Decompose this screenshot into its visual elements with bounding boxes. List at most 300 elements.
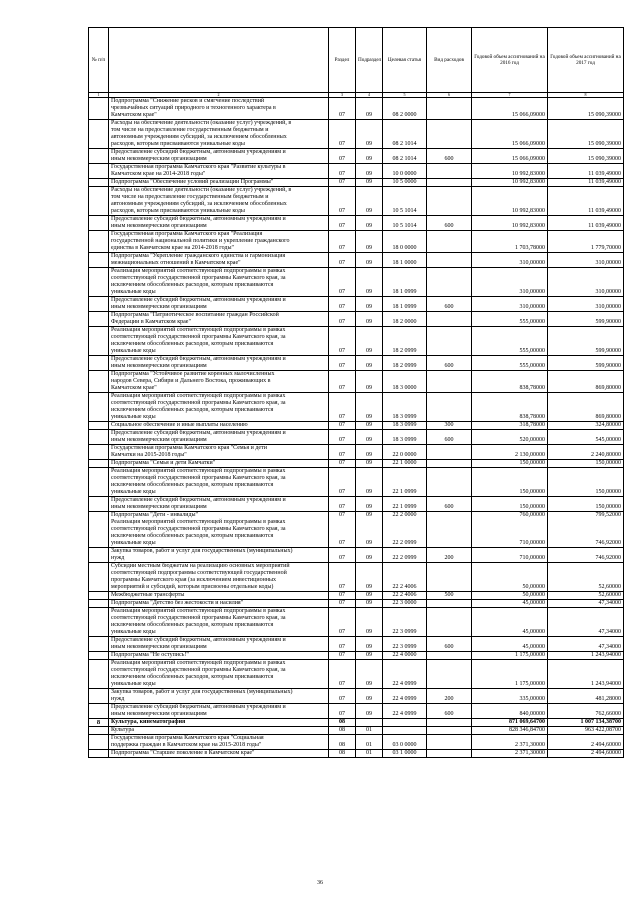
expense-type-cell [427, 652, 472, 660]
row-name-line: уникальные коды [111, 489, 156, 495]
razdel-cell-value: 07 [339, 414, 345, 420]
expense-type-cell [427, 179, 472, 187]
expense-type-cell-value: 600 [444, 304, 454, 310]
amount-2017-cell [548, 468, 624, 497]
table-body [89, 98, 624, 758]
podrazdel-cell [356, 120, 383, 149]
target-article-cell-value: 22 1 0999 [392, 489, 417, 495]
expense-type-cell [427, 592, 472, 600]
podrazdel-cell [356, 179, 383, 187]
razdel-cell-value: 07 [339, 711, 345, 717]
razdel-cell [329, 497, 356, 512]
razdel-cell-value: 07 [339, 363, 345, 369]
target-article-cell-value: 18 1 0000 [392, 260, 417, 266]
amount-2017-cell-value: 15 090,39000 [588, 156, 621, 162]
podrazdel-cell [356, 512, 383, 548]
razdel-cell [329, 430, 356, 445]
expense-type-cell [427, 356, 472, 371]
row-name-line: исключением обособленных расходов, которым присваиваются [111, 407, 274, 413]
razdel-cell [329, 149, 356, 164]
target-article-cell [383, 393, 427, 422]
row-name [109, 430, 329, 445]
row-name-line: соответствующей государственной программы Камчатского края, за [111, 526, 286, 532]
row-name-line: народов Севера, Сибири и Дальнего Востока, проживающих в [111, 378, 271, 384]
target-article-cell [383, 727, 427, 735]
row-name-line: том числе на предоставление государственным бюджетным и [111, 127, 269, 133]
table-row [89, 548, 624, 563]
row-number [89, 735, 109, 750]
expense-type-cell [427, 704, 472, 719]
amount-2017-cell-value: 762,66000 [595, 711, 621, 717]
podrazdel-cell [356, 704, 383, 719]
target-article-cell [383, 637, 427, 652]
razdel-cell [329, 468, 356, 497]
podrazdel-cell-value: 09 [366, 555, 372, 561]
amount-2017-cell [548, 563, 624, 592]
target-article-cell-value: 08 2 1014 [392, 141, 417, 147]
row-name [109, 120, 329, 149]
row-number [89, 187, 109, 216]
amount-2017-cell-value: 481,28000 [595, 696, 621, 702]
expense-type-cell-value: 200 [444, 555, 454, 561]
amount-2016-cell-value: 150,00000 [519, 504, 545, 510]
table-row [89, 600, 624, 608]
table-row [89, 512, 624, 548]
podrazdel-cell-value: 09 [366, 422, 372, 428]
row-name-line: Камчатском крае" [111, 112, 157, 118]
amount-2017-cell-value: 1 779,70000 [591, 245, 621, 251]
target-article-cell [383, 430, 427, 445]
table-row [89, 231, 624, 253]
row-number [89, 548, 109, 563]
header-2016: Годовой объем ассигнований на 2016 год [472, 28, 548, 93]
amount-2016-cell-value: 45,00000 [522, 600, 545, 606]
row-name-line: Предоставление субсидий бюджетным, автономным учреждениям и [111, 704, 286, 710]
column-index: 5 [383, 93, 427, 98]
row-name-line: поддержка граждан в Камчатском крае на 2015-2018 годы" [111, 742, 262, 748]
row-name-line: исключением обособленных расходов, которым присваиваются [111, 674, 274, 680]
podrazdel-cell [356, 268, 383, 297]
amount-2016-cell [472, 312, 548, 327]
razdel-cell [329, 512, 356, 548]
target-article-cell-value: 08 2 1014 [392, 156, 417, 162]
target-article-cell-value: 22 1 0999 [392, 504, 417, 510]
razdel-cell [329, 563, 356, 592]
amount-2016-cell [472, 179, 548, 187]
row-name-line: Закупка товаров, работ и услуг для государственных (муниципальных) [111, 548, 293, 554]
razdel-cell-value: 07 [339, 179, 345, 185]
target-article-cell-value: 22 3 0999 [392, 644, 417, 650]
razdel-cell [329, 216, 356, 231]
razdel-cell-value: 07 [339, 208, 345, 214]
row-name [109, 445, 329, 460]
razdel-cell-value: 07 [339, 112, 345, 118]
razdel-cell-value: 08 [339, 719, 345, 725]
row-name-line: Культура, кинематография [111, 719, 186, 725]
amount-2016-cell-value: 10 992,83000 [512, 223, 545, 229]
target-article-cell-value: 22 2 0000 [392, 512, 417, 518]
row-name-line: Предоставление субсидий бюджетным, автономным учреждениям и [111, 356, 286, 362]
row-name-line: Социальное обеспечение и иные выплаты населению [111, 422, 248, 428]
razdel-cell-value: 07 [339, 681, 345, 687]
table-row [89, 98, 624, 120]
amount-2016-cell-value: 50,00000 [522, 584, 545, 590]
table-row [89, 727, 624, 735]
target-article-cell-value: 18 1 0999 [392, 289, 417, 295]
podrazdel-cell [356, 608, 383, 637]
table-row [89, 149, 624, 164]
target-article-cell-value: 22 2 4006 [392, 584, 417, 590]
target-article-cell [383, 652, 427, 660]
podrazdel-cell-value: 09 [366, 696, 372, 702]
razdel-cell-value: 07 [339, 422, 345, 428]
target-article-cell-value: 08 2 0000 [392, 112, 417, 118]
target-article-cell-value: 22 0 0000 [392, 452, 417, 458]
expense-type-cell-value: 600 [444, 363, 454, 369]
podrazdel-cell-value: 09 [366, 629, 372, 635]
target-article-cell [383, 735, 427, 750]
row-name-line: иным некоммерческим организациям [111, 504, 207, 510]
target-article-cell [383, 422, 427, 430]
podrazdel-cell-value: 09 [366, 304, 372, 310]
row-name [109, 468, 329, 497]
row-name [109, 393, 329, 422]
row-name [109, 497, 329, 512]
amount-2017-cell [548, 719, 624, 727]
expense-type-cell [427, 422, 472, 430]
amount-2016-cell-value: 15 066,09000 [512, 112, 545, 118]
row-name-line: межнациональных отношений в Камчатском крае" [111, 260, 241, 266]
target-article-cell [383, 719, 427, 727]
amount-2016-cell [472, 652, 548, 660]
amount-2017-cell-value: 963 422,08700 [585, 727, 621, 733]
razdel-cell-value: 08 [339, 727, 345, 733]
amount-2016-cell [472, 735, 548, 750]
table-row [89, 422, 624, 430]
row-name-line: иным некоммерческим организациям [111, 304, 207, 310]
budget-table [88, 27, 624, 758]
target-article-cell [383, 468, 427, 497]
podrazdel-cell-value: 01 [366, 727, 372, 733]
row-name-line: исключением обособленных расходов, которым присваиваются [111, 282, 274, 288]
amount-2017-cell-value: 15 090,39000 [588, 112, 621, 118]
row-name-line: уникальные коды [111, 414, 156, 420]
razdel-cell-value: 07 [339, 600, 345, 606]
row-number [89, 312, 109, 327]
razdel-cell [329, 268, 356, 297]
row-name-line: Подпрограмма "Семья и дети Камчатки" [111, 460, 216, 466]
column-index: 7 [472, 93, 548, 98]
amount-2017-cell-value: 150,00000 [595, 504, 621, 510]
razdel-cell-value: 07 [339, 584, 345, 590]
amount-2017-cell-value: 11 039,49000 [588, 208, 621, 214]
amount-2016-cell [472, 460, 548, 468]
row-name-line: Межбюджетные трансферты [111, 592, 185, 598]
row-name-line: соответствующей государственной программы Камчатского края, за [111, 667, 286, 673]
row-name-line: Камчатском крае на 2014-2018 годы" [111, 171, 206, 177]
column-index: 4 [356, 93, 383, 98]
expense-type-cell [427, 512, 472, 548]
row-name [109, 253, 329, 268]
amount-2017-cell [548, 430, 624, 445]
row-name-line: Подпрограмма "Дети - инвалиды" [111, 512, 199, 518]
amount-2016-cell-value: 318,78000 [519, 422, 545, 428]
podrazdel-cell-value: 09 [366, 245, 372, 251]
amount-2017-cell-value: 11 039,49000 [588, 179, 621, 185]
row-name-line: Федерации в Камчатском крае" [111, 319, 191, 325]
podrazdel-cell-value: 09 [366, 512, 372, 518]
razdel-cell-value: 08 [339, 742, 345, 748]
razdel-cell-value: 07 [339, 348, 345, 354]
amount-2017-cell [548, 512, 624, 548]
amount-2016-cell-value: 150,00000 [519, 460, 545, 466]
row-name-line: государственной национальной политики и укрепление гражданского [111, 238, 290, 244]
expense-type-cell [427, 164, 472, 179]
table-row [89, 393, 624, 422]
amount-2017-cell-value: 47,34000 [598, 644, 621, 650]
amount-2016-cell-value: 310,00000 [519, 260, 545, 266]
amount-2016-cell-value: 50,00000 [522, 592, 545, 598]
amount-2016-cell-value: 10 992,83000 [512, 208, 545, 214]
razdel-cell-value: 07 [339, 504, 345, 510]
podrazdel-cell [356, 98, 383, 120]
amount-2016-cell [472, 187, 548, 216]
row-name-line: нужд [111, 555, 125, 561]
target-article-cell-value: 18 1 0999 [392, 304, 417, 310]
razdel-cell-value: 07 [339, 652, 345, 658]
amount-2016-cell-value: 838,78000 [519, 385, 545, 391]
target-article-cell [383, 592, 427, 600]
row-name-line: соответствующей государственной программы Камчатского края, за [111, 334, 286, 340]
table-row [89, 356, 624, 371]
row-name-line: Расходы на обеспечение деятельности (оказание услуг) учреждений, в [111, 120, 292, 126]
table-row [89, 179, 624, 187]
amount-2016-cell-value: 45,00000 [522, 644, 545, 650]
row-number [89, 704, 109, 719]
expense-type-cell-value: 600 [444, 223, 454, 229]
row-name-line: соответствующей государственной программы Камчатского края, за [111, 615, 286, 621]
table-row [89, 689, 624, 704]
podrazdel-cell-value: 09 [366, 600, 372, 606]
podrazdel-cell [356, 600, 383, 608]
table-row [89, 297, 624, 312]
razdel-cell [329, 120, 356, 149]
row-name-line: расходов, которым присваиваются уникальные коды [111, 208, 245, 214]
amount-2017-cell [548, 497, 624, 512]
razdel-cell [329, 637, 356, 652]
row-number [89, 149, 109, 164]
target-article-cell [383, 512, 427, 548]
podrazdel-cell-value: 09 [366, 681, 372, 687]
expense-type-cell-value: 600 [444, 156, 454, 162]
amount-2017-cell [548, 371, 624, 393]
razdel-cell [329, 356, 356, 371]
expense-type-cell [427, 216, 472, 231]
row-number [89, 98, 109, 120]
row-number [89, 120, 109, 149]
row-name-line: Реализация мероприятий соответствующей подпрограммы в рамках [111, 327, 286, 333]
amount-2017-cell [548, 393, 624, 422]
row-name [109, 187, 329, 216]
row-name-line: соответствующей подпрограммы соответствующей государственной [111, 570, 287, 576]
target-article-cell-value: 22 2 0999 [392, 540, 417, 546]
target-article-cell [383, 497, 427, 512]
row-name-line: единства в Камчатском крае на 2014-2018 годы" [111, 245, 234, 251]
expense-type-cell [427, 312, 472, 327]
amount-2016-cell [472, 727, 548, 735]
amount-2016-cell-value: 1 175,00000 [515, 652, 545, 658]
amount-2016-cell-value: 520,00000 [519, 437, 545, 443]
row-name [109, 179, 329, 187]
column-index: 3 [329, 93, 356, 98]
amount-2017-cell [548, 548, 624, 563]
column-index: 1 [89, 93, 109, 98]
header-name [109, 28, 329, 93]
podrazdel-cell [356, 327, 383, 356]
podrazdel-cell [356, 735, 383, 750]
row-name-line: Подпрограмма "Устойчивое развитие коренных малочисленных [111, 371, 275, 377]
target-article-cell [383, 187, 427, 216]
amount-2017-cell [548, 652, 624, 660]
amount-2017-cell [548, 253, 624, 268]
row-name [109, 608, 329, 637]
row-name-line: Подпрограмма "Старшее поколение в Камчатском крае" [111, 750, 255, 756]
amount-2016-cell [472, 750, 548, 758]
expense-type-cell-value: 600 [444, 644, 454, 650]
expense-type-cell [427, 327, 472, 356]
podrazdel-cell [356, 445, 383, 460]
amount-2016-cell [472, 371, 548, 393]
amount-2016-cell-value: 555,00000 [519, 348, 545, 354]
razdel-cell [329, 179, 356, 187]
row-name-line: Реализация мероприятий соответствующей подпрограммы в рамках [111, 468, 286, 474]
target-article-cell [383, 268, 427, 297]
budget-table-sheet [88, 27, 623, 758]
amount-2017-cell-value: 799,52000 [595, 512, 621, 518]
table-row [89, 460, 624, 468]
expense-type-cell [427, 563, 472, 592]
podrazdel-cell-value: 09 [366, 540, 372, 546]
razdel-cell [329, 231, 356, 253]
amount-2017-cell [548, 445, 624, 460]
amount-2016-cell-value: 838,78000 [519, 414, 545, 420]
razdel-cell-value: 07 [339, 540, 345, 546]
podrazdel-cell-value: 09 [366, 208, 372, 214]
expense-type-cell [427, 637, 472, 652]
expense-type-cell [427, 689, 472, 704]
amount-2016-cell [472, 445, 548, 460]
target-article-cell-value: 10 0 0000 [392, 171, 417, 177]
expense-type-cell [427, 371, 472, 393]
razdel-cell-value: 07 [339, 304, 345, 310]
row-number [89, 445, 109, 460]
amount-2016-cell [472, 689, 548, 704]
podrazdel-cell-value: 09 [366, 504, 372, 510]
expense-type-cell-value: 600 [444, 437, 454, 443]
amount-2016-cell [472, 393, 548, 422]
razdel-cell [329, 727, 356, 735]
amount-2017-cell-value: 599,90000 [595, 363, 621, 369]
amount-2016-cell [472, 297, 548, 312]
razdel-cell-value: 08 [339, 750, 345, 756]
row-number [89, 727, 109, 735]
podrazdel-cell-value: 09 [366, 171, 372, 177]
header-num: № п/п [89, 28, 109, 93]
amount-2017-cell-value: 746,92000 [595, 555, 621, 561]
row-number [89, 750, 109, 758]
amount-2016-cell [472, 563, 548, 592]
row-name [109, 460, 329, 468]
expense-type-cell [427, 187, 472, 216]
row-name [109, 750, 329, 758]
row-name [109, 312, 329, 327]
target-article-cell-value: 18 2 0999 [392, 348, 417, 354]
expense-type-cell [427, 297, 472, 312]
column-index: 2 [109, 93, 329, 98]
expense-type-cell [427, 497, 472, 512]
row-name [109, 512, 329, 548]
row-name-line: исключением обособленных расходов, которым присваиваются [111, 482, 274, 488]
amount-2016-cell-value: 710,00000 [519, 555, 545, 561]
amount-2017-cell-value: 1 243,94000 [591, 652, 621, 658]
row-name-line: уникальные коды [111, 629, 156, 635]
amount-2016-cell [472, 422, 548, 430]
table-row [89, 497, 624, 512]
table-row [89, 120, 624, 149]
row-name-line: Предоставление субсидий бюджетным, автономным учреждениям и [111, 637, 286, 643]
row-name-line: Реализация мероприятий соответствующей подпрограммы в рамках [111, 608, 286, 614]
row-name-line: Подпрограмма "Укрепление гражданского единства и гармонизация [111, 253, 286, 259]
row-name-line: Подпрограмма "Снижение рисков и смягчение последствий [111, 98, 265, 104]
razdel-cell [329, 600, 356, 608]
target-article-cell [383, 327, 427, 356]
row-name-line: Государственная программа Камчатского края "Семья и дети [111, 445, 267, 451]
razdel-cell [329, 327, 356, 356]
razdel-cell-value: 07 [339, 592, 345, 598]
row-name-line: Предоставление субсидий бюджетным, автономным учреждениям и [111, 149, 286, 155]
podrazdel-cell-value: 09 [366, 437, 372, 443]
table-row [89, 735, 624, 750]
amount-2016-cell [472, 356, 548, 371]
target-article-cell [383, 312, 427, 327]
amount-2016-cell-value: 840,00000 [519, 711, 545, 717]
table-row [89, 652, 624, 660]
amount-2017-cell-value: 869,80000 [595, 385, 621, 391]
razdel-cell [329, 592, 356, 600]
row-number [89, 689, 109, 704]
amount-2016-cell [472, 327, 548, 356]
target-article-cell-value: 10 5 0000 [392, 179, 417, 185]
amount-2016-cell-value: 1 175,00000 [515, 681, 545, 687]
amount-2017-cell-value: 1 007 134,38700 [580, 719, 621, 725]
razdel-cell [329, 445, 356, 460]
row-name-line: иным некоммерческим организациям [111, 644, 207, 650]
row-name [109, 600, 329, 608]
razdel-cell [329, 312, 356, 327]
razdel-cell [329, 660, 356, 689]
podrazdel-cell [356, 689, 383, 704]
header-2017: Годовой объем ассигнований на 2017 год [548, 28, 624, 93]
amount-2016-cell [472, 497, 548, 512]
target-article-cell [383, 445, 427, 460]
target-article-cell-value: 10 5 1014 [392, 223, 417, 229]
row-name [109, 98, 329, 120]
amount-2016-cell-value: 2 371,30000 [515, 750, 545, 756]
amount-2016-cell-value: 310,00000 [519, 304, 545, 310]
podrazdel-cell-value: 01 [366, 750, 372, 756]
row-name [109, 371, 329, 393]
amount-2017-cell-value: 47,34000 [598, 600, 621, 606]
